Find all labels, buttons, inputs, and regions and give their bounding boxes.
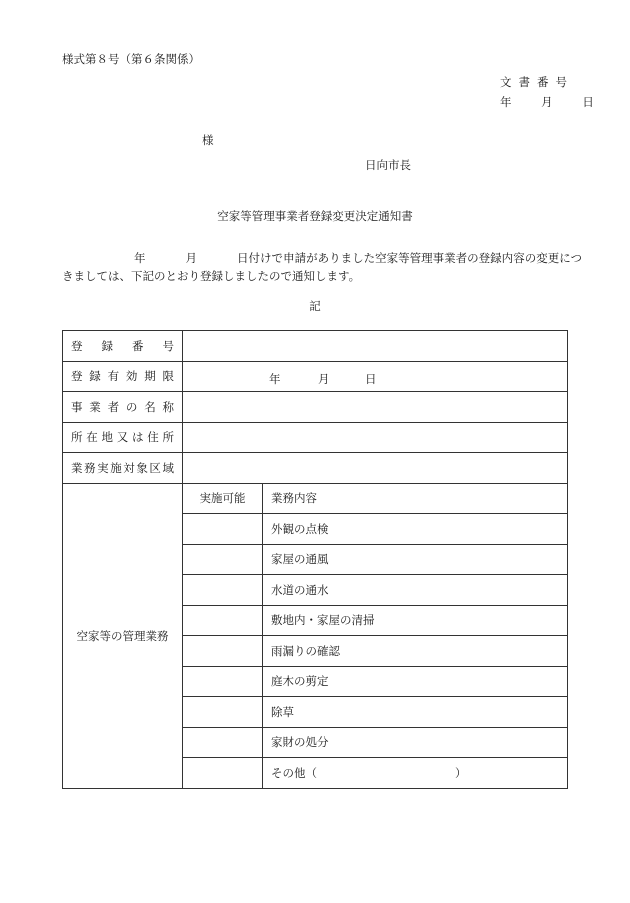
date-year-label: 年 xyxy=(500,95,512,109)
document-title: 空家等管理事業者登録変更決定通知書 xyxy=(217,209,413,223)
date-day-label: 日 xyxy=(582,95,594,109)
available-check-cell[interactable] xyxy=(183,514,263,545)
expiry-day-label: 日 xyxy=(365,371,377,386)
table-row xyxy=(63,483,568,514)
label-char: 象 xyxy=(136,460,148,475)
task-label: 家財の処分 xyxy=(263,727,568,758)
row-label xyxy=(63,331,183,362)
addressee-honorific: 様 xyxy=(202,133,214,147)
available-check-cell[interactable] xyxy=(183,575,263,606)
row-label xyxy=(63,392,183,423)
available-check-cell[interactable] xyxy=(183,727,263,758)
available-check-cell[interactable] xyxy=(183,636,263,667)
task-label: 庭木の剪定 xyxy=(263,666,568,697)
task-label: その他（ ） xyxy=(263,758,568,789)
row-label xyxy=(63,361,183,392)
table-row xyxy=(63,392,568,423)
col-available-header: 実施可能 xyxy=(183,483,263,514)
label-char: 務 xyxy=(84,460,96,475)
address-value xyxy=(183,422,568,453)
label-char: 効 xyxy=(125,369,138,384)
task-label: 除草 xyxy=(263,697,568,728)
date-month-label: 月 xyxy=(541,95,553,109)
document-number-label: 文書番号 xyxy=(500,75,574,89)
registration-number-value xyxy=(183,331,568,362)
label-char: 期 xyxy=(144,369,156,384)
row-label xyxy=(63,453,183,484)
label-char: 番 xyxy=(132,338,144,353)
available-check-cell[interactable] xyxy=(183,666,263,697)
label-char: 有 xyxy=(107,369,120,384)
spread-label-expiry xyxy=(71,368,182,384)
label-char: の xyxy=(125,399,138,414)
label-char: 在 xyxy=(86,430,98,445)
table-row xyxy=(63,361,568,392)
ki-heading: 記 xyxy=(309,299,321,313)
label-char: 業 xyxy=(71,460,83,475)
available-check-cell[interactable] xyxy=(183,544,263,575)
expiry-month-label: 月 xyxy=(318,371,330,386)
label-char: 事 xyxy=(71,399,83,414)
label-char: 登 xyxy=(71,338,83,353)
label-char: 号 xyxy=(162,338,174,353)
spread-label-address xyxy=(71,429,182,445)
label-char: 名 xyxy=(144,399,156,414)
label-char: 所 xyxy=(162,430,174,445)
label-char: 施 xyxy=(110,460,122,475)
task-label: 敷地内・家屋の清掃 xyxy=(263,605,568,636)
form-number: 様式第８号（第６条関係） xyxy=(62,52,200,66)
available-check-cell[interactable] xyxy=(183,697,263,728)
spread-label-service-area xyxy=(71,460,182,476)
row-label xyxy=(63,422,183,453)
label-char: 対 xyxy=(123,460,135,475)
label-char: 地 xyxy=(101,430,113,445)
label-char: 域 xyxy=(162,460,174,475)
label-char: は xyxy=(132,430,144,445)
available-check-cell[interactable] xyxy=(183,605,263,636)
table-row xyxy=(63,453,568,484)
table-row xyxy=(63,422,568,453)
expiry-year-label: 年 xyxy=(269,371,281,386)
body-text: 日付けで申請がありました空家等管理事業者の登録内容の変更につきましては、下記のとおり登録しましたので通知します。 xyxy=(62,251,582,283)
label-char: 住 xyxy=(147,430,159,445)
col-content-header: 業務内容 xyxy=(263,483,568,514)
expiry-date-value xyxy=(183,361,568,392)
label-char: 登 xyxy=(71,369,83,384)
notice-body xyxy=(62,249,582,285)
label-char: 業 xyxy=(89,399,101,414)
task-label: 雨漏りの確認 xyxy=(263,636,568,667)
body-month-label: 月 xyxy=(185,251,198,265)
task-label: 外観の点検 xyxy=(263,514,568,545)
label-char: 又 xyxy=(116,430,129,445)
body-year-label: 年 xyxy=(134,251,146,265)
label-char: 録 xyxy=(89,369,101,384)
label-char: 区 xyxy=(149,460,161,475)
label-char: 限 xyxy=(162,369,174,384)
label-char: 者 xyxy=(107,399,120,414)
document-date xyxy=(500,94,594,110)
task-label: 家屋の通風 xyxy=(263,544,568,575)
registration-table xyxy=(62,330,568,789)
spread-label-registration-number xyxy=(71,338,182,354)
label-char: 録 xyxy=(101,338,113,353)
management-label: 空家等の管理業務 xyxy=(63,483,183,788)
sender-name: 日向市長 xyxy=(365,158,411,172)
table-row xyxy=(63,331,568,362)
task-label: 水道の通水 xyxy=(263,575,568,606)
label-char: 実 xyxy=(97,460,109,475)
available-check-cell[interactable] xyxy=(183,758,263,789)
label-char: 称 xyxy=(162,399,174,414)
service-area-value xyxy=(183,453,568,484)
business-name-value xyxy=(183,392,568,423)
spread-label-business-name xyxy=(71,399,182,415)
label-char: 所 xyxy=(71,430,83,445)
